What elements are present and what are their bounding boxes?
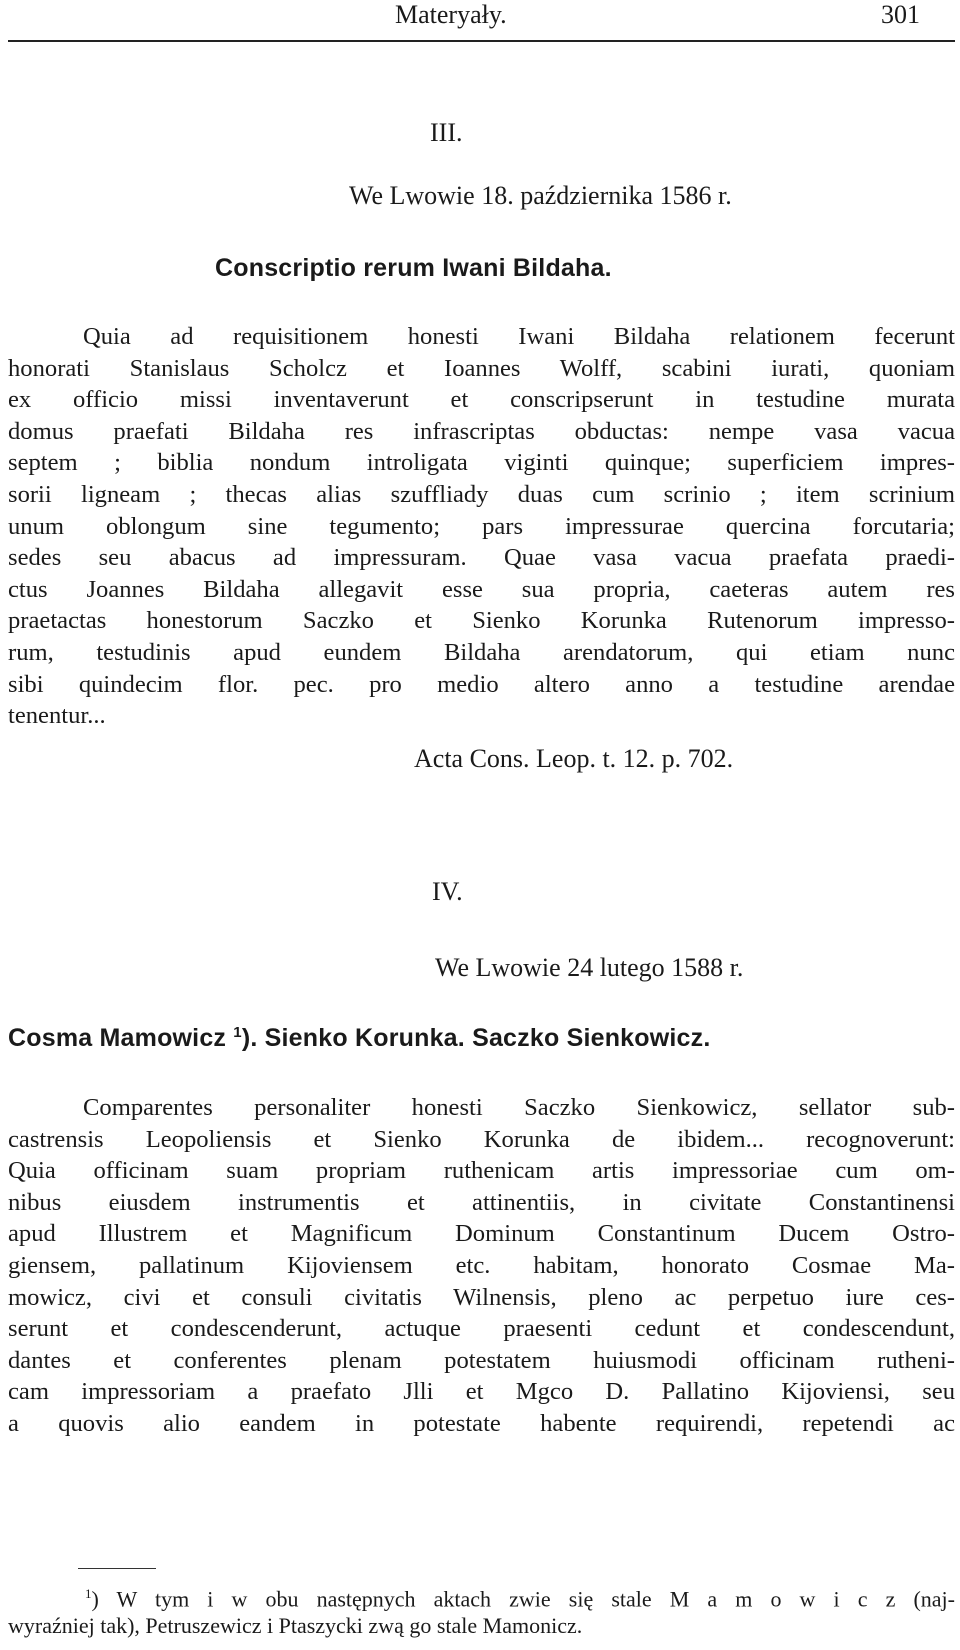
body-line: cam impressoriam a praefato Jlli et Mgco D. Pallatino Kijoviensi, seu xyxy=(8,1378,955,1406)
footnote-mark: 1 xyxy=(85,1586,92,1601)
body-line: dantes et conferentes plenam potestatem huiusmodi officinam rutheni- xyxy=(8,1346,955,1374)
section-iii-numeral: III. xyxy=(430,118,463,147)
footnote-reference: 1 xyxy=(233,1024,242,1041)
page-number: 301 xyxy=(881,0,920,29)
section-iv-title xyxy=(8,1024,711,1053)
section-iv-title-part1: Cosma Mamowicz xyxy=(8,1024,227,1052)
section-iii-title: Conscriptio rerum Iwani Bildaha. xyxy=(215,254,612,282)
section-iv-title-part2: ). Sienko Korunka. Saczko Sienkowicz. xyxy=(241,1024,711,1052)
body-line: honorati Stanislaus Scholcz et Ioannes Wolff, scabini iurati, quoniam xyxy=(8,354,955,382)
section-iii-source: Acta Cons. Leop. t. 12. p. 702. xyxy=(414,744,734,773)
body-line: giensem, pallatinum Kijoviensem etc. habitam, honorato Cosmae Ma- xyxy=(8,1251,955,1279)
footnote-line xyxy=(8,1580,955,1612)
footnote-rule xyxy=(78,1568,156,1569)
header-rule xyxy=(8,40,955,42)
body-line: sibi quindecim flor. pec. pro medio altero anno a testudine arendae xyxy=(8,670,955,698)
body-line: Quia ad requisitionem honesti Iwani Bildaha relationem fecerunt xyxy=(83,323,955,350)
body-line: sorii ligneam ; thecas alias szuffliady duas cum scrinio ; item scrinium xyxy=(8,480,955,508)
body-line: septem ; biblia nondum introligata viginti quinque; superficiem impres- xyxy=(8,449,955,477)
section-iv-numeral: IV. xyxy=(432,877,463,906)
body-line: a quovis alio eandem in potestate habente requirendi, repetendi ac xyxy=(8,1409,955,1437)
body-line: apud Illustrem et Magnificum Dominum Constantinum Ducem Ostro- xyxy=(8,1220,955,1248)
body-line: praetactas honestorum Saczko et Sienko Korunka Rutenorum impresso- xyxy=(8,607,955,635)
body-line: ctus Joannes Bildaha allegavit esse sua propria, caeteras autem res xyxy=(8,575,955,603)
footnote xyxy=(8,1580,955,1639)
body-line: serunt et condescenderunt, actuque praesenti cedunt et condescendunt, xyxy=(8,1315,955,1343)
body-line: nibus eiusdem instrumentis et attinentiis, in civitate Constantinensi xyxy=(8,1188,955,1216)
section-iii-body xyxy=(8,321,955,732)
footnote-line: wyraźniej tak), Petruszewicz i Ptaszycki zwą go stale Mamonicz. xyxy=(8,1613,583,1639)
body-line: Comparentes personaliter honesti Saczko Sienkowicz, sellator sub- xyxy=(83,1094,955,1121)
body-line: Quia officinam suam propriam ruthenicam artis impressoriae cum om- xyxy=(8,1157,955,1185)
body-line: domus praefati Bildaha res infrascriptas obductas: nempe vasa vacua xyxy=(8,417,955,445)
section-iv-date: We Lwowie 24 lutego 1588 r. xyxy=(435,953,744,982)
section-iv-body xyxy=(8,1092,955,1440)
body-line: mowicz, civi et consuli civitatis Wilnensis, pleno ac perpetuo iure ces- xyxy=(8,1283,955,1311)
body-line: sedes seu abacus ad impressuram. Quae vasa vacua praefata praedi- xyxy=(8,544,955,572)
footnote-text: ) W tym i w obu następnych aktach zwie się stale M a m o w i c z (naj- xyxy=(91,1586,955,1612)
body-line: tenentur... xyxy=(8,702,106,730)
section-iii-date: We Lwowie 18. października 1586 r. xyxy=(349,181,732,210)
running-title: Materyały. xyxy=(395,0,507,29)
body-line: castrensis Leopoliensis et Sienko Korunka de ibidem... recognoverunt: xyxy=(8,1125,955,1153)
running-header xyxy=(0,0,955,42)
body-line: rum, testudinis apud eundem Bildaha arendatorum, qui etiam nunc xyxy=(8,638,955,666)
body-line: ex officio missi inventaverunt et conscripserunt in testudine murata xyxy=(8,386,955,414)
body-line: unum oblongum sine tegumento; pars impressurae quercina forcutaria; xyxy=(8,512,955,540)
